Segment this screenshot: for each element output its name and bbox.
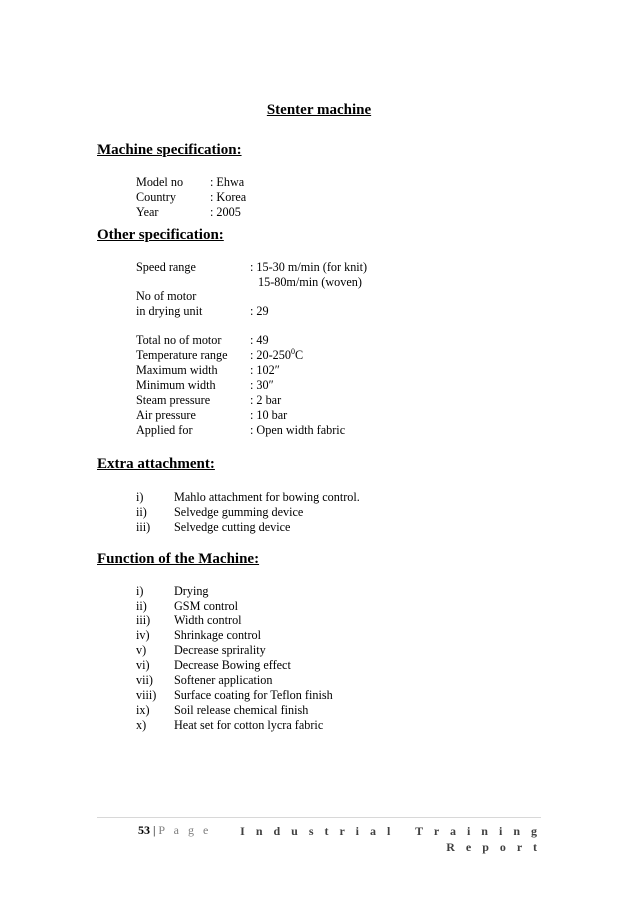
- footer-page-number: 53 | P a g e: [138, 823, 212, 837]
- list-item: GSM control: [174, 599, 238, 613]
- list-item-number: ii): [136, 505, 147, 519]
- min-width-value: : 30″: [250, 378, 274, 392]
- max-width-value: : 102″: [250, 363, 280, 377]
- list-item-number: viii): [136, 688, 157, 702]
- spec-value: : 2005: [210, 205, 241, 219]
- applied-for-value: : Open width fabric: [250, 423, 346, 437]
- list-item-number: i): [136, 490, 144, 504]
- motor-label-line2: in drying unit: [136, 304, 203, 318]
- list-item: Selvedge gumming device: [174, 505, 304, 519]
- list-item-number: ii): [136, 599, 147, 613]
- list-item: Width control: [174, 613, 242, 627]
- footer-report-title: [240, 823, 541, 855]
- min-width-label: Minimum width: [136, 378, 216, 392]
- list-item-number: i): [136, 584, 144, 598]
- list-item: Selvedge cutting device: [174, 520, 291, 534]
- spec-label: Year: [136, 205, 159, 219]
- applied-for-label: Applied for: [136, 423, 193, 437]
- steam-pressure-label: Steam pressure: [136, 393, 211, 407]
- list-item-number: vi): [136, 658, 150, 672]
- list-item: Shrinkage control: [174, 628, 261, 642]
- total-motor-value: : 49: [250, 333, 269, 347]
- footer-divider: [97, 817, 541, 818]
- list-item-number: iv): [136, 628, 150, 642]
- list-item: Mahlo attachment for bowing control.: [174, 490, 360, 504]
- list-item: Surface coating for Teflon finish: [174, 688, 333, 702]
- air-pressure-label: Air pressure: [136, 408, 196, 422]
- spec-value: : Ehwa: [210, 175, 245, 189]
- list-item-number: v): [136, 643, 147, 657]
- speed-range-value-woven: 15-80m/min (woven): [258, 275, 362, 289]
- list-item-number: vii): [136, 673, 153, 687]
- other-spec-heading: Other specification:: [97, 227, 224, 243]
- list-item: Soil release chemical finish: [174, 703, 309, 717]
- temperature-label: Temperature range: [136, 348, 228, 362]
- list-item: Decrease sprirality: [174, 643, 266, 657]
- list-item: Decrease Bowing effect: [174, 658, 291, 672]
- list-item-number: iii): [136, 520, 151, 534]
- list-item-number: iii): [136, 613, 151, 627]
- footer-report-title-line2: R e p o r t: [446, 840, 541, 854]
- speed-range-value: : 15-30 m/min (for knit): [250, 260, 368, 274]
- machine-spec-heading: Machine specification:: [97, 142, 242, 158]
- extra-attachment-heading: Extra attachment:: [97, 456, 215, 472]
- motor-label-line1: No of motor: [136, 289, 197, 303]
- spec-label: Country: [136, 190, 176, 204]
- function-heading: Function of the Machine:: [97, 551, 260, 567]
- list-item-number: ix): [136, 703, 150, 717]
- max-width-label: Maximum width: [136, 363, 218, 377]
- spec-label: Model no: [136, 175, 184, 189]
- page-title: Stenter machine: [266, 102, 372, 118]
- speed-range-label: Speed range: [136, 260, 196, 274]
- motor-value: : 29: [250, 304, 269, 318]
- total-motor-label: Total no of motor: [136, 333, 222, 347]
- steam-pressure-value: : 2 bar: [250, 393, 282, 407]
- list-item: Softener application: [174, 673, 273, 687]
- temperature-value: : $20-250^0C$: [250, 346, 304, 362]
- air-pressure-value: : 10 bar: [250, 408, 288, 422]
- footer-report-title-line1: I n d u s t r i a l T r a i n i n g: [240, 824, 541, 838]
- list-item-number: x): [136, 718, 147, 732]
- list-item: Heat set for cotton lycra fabric: [174, 718, 324, 732]
- list-item: Drying: [174, 584, 209, 598]
- spec-value: : Korea: [210, 190, 247, 204]
